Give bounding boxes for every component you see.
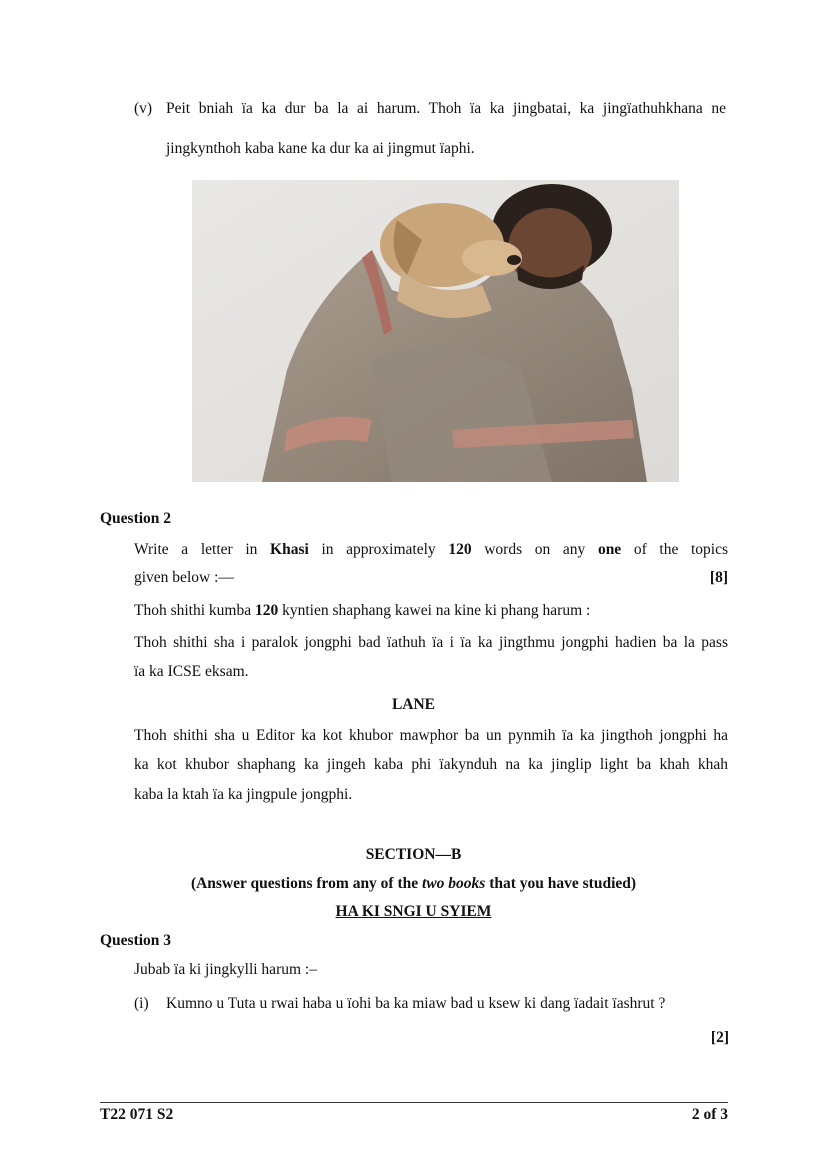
question-2-khasi-instruction [134,602,590,620]
question-number: (i) [134,995,149,1012]
marks-label: [8] [709,569,728,586]
topic-1-line-2: ïa ka ICSE eksam. [134,663,249,680]
text-run: Write a letter in [134,541,271,558]
question-v-line-1 [134,100,726,118]
question-2-line-1 [134,541,728,559]
question-2-line-2 [134,569,728,587]
bold-run: Khasi [270,541,309,558]
section-heading: SECTION—B [365,846,462,863]
marks-label: [2] [710,1029,729,1046]
page-number: 2 of 3 [691,1106,728,1123]
bold-run: 120 [448,541,472,558]
question-3-part-i [134,995,665,1013]
section-instruction [0,875,827,893]
bold-run: one [597,541,622,558]
text-run: words on any [471,541,598,558]
footer-divider [100,1102,728,1103]
text-run: that you have studied) [485,875,637,892]
or-separator: LANE [391,696,436,713]
question-2-title: Question 2 [100,510,172,527]
book-title: HA KI SNGI U SYIEM [335,903,492,920]
photo-illustration [192,180,679,482]
text-run: Thoh shithi kumba [134,602,255,619]
italic-run: two books [422,875,486,892]
man-with-dog-photo [192,180,679,482]
question-3-instruction: Jubab ïa ki jingkylli harum :– [134,961,317,978]
topic-1-line-1: Thoh shithi sha i paralok jongphi bad ïathuh ïa i ïa ka jingthmu jongphi hadien ba la pass [134,634,728,651]
topic-2-line-3: kaba la ktah ïa ka jingpule jongphi. [134,786,353,803]
topic-2-line-2: ka kot khubor shaphang ka jingeh kaba phi ïakynduh na ka jinglip light ba khah khah [134,756,728,773]
text-run: (Answer questions from any of the [190,875,423,892]
text-run: given below :— [134,569,234,586]
question-3-part-i-text: Kumno u Tuta u rwai haba u ïohi ba ka miaw bad u ksew ki dang ïadait ïashrut ? [166,995,666,1012]
bold-run: 120 [254,602,279,619]
text-run: kyntien shaphang kawei na kine ki phang harum : [278,602,591,619]
question-number: (v) [134,100,153,117]
question-3-title: Question 3 [100,932,172,949]
question-v-line-2: jingkynthoh kaba kane ka dur ka ai jingmut ïaphi. [166,140,475,157]
text-run: in approximately [308,541,449,558]
paper-code: T22 071 S2 [100,1106,174,1123]
topic-2-line-1: Thoh shithi sha u Editor ka kot khubor mawphor ba un pynmih ïa ka jingthoh jongphi ha [134,727,728,744]
text-run: of the topics [621,541,728,558]
question-v-text-1: Peit bniah ïa ka dur ba la ai harum. Thoh ïa ka jingbatai, ka jingïathuhkhana ne [166,100,726,117]
